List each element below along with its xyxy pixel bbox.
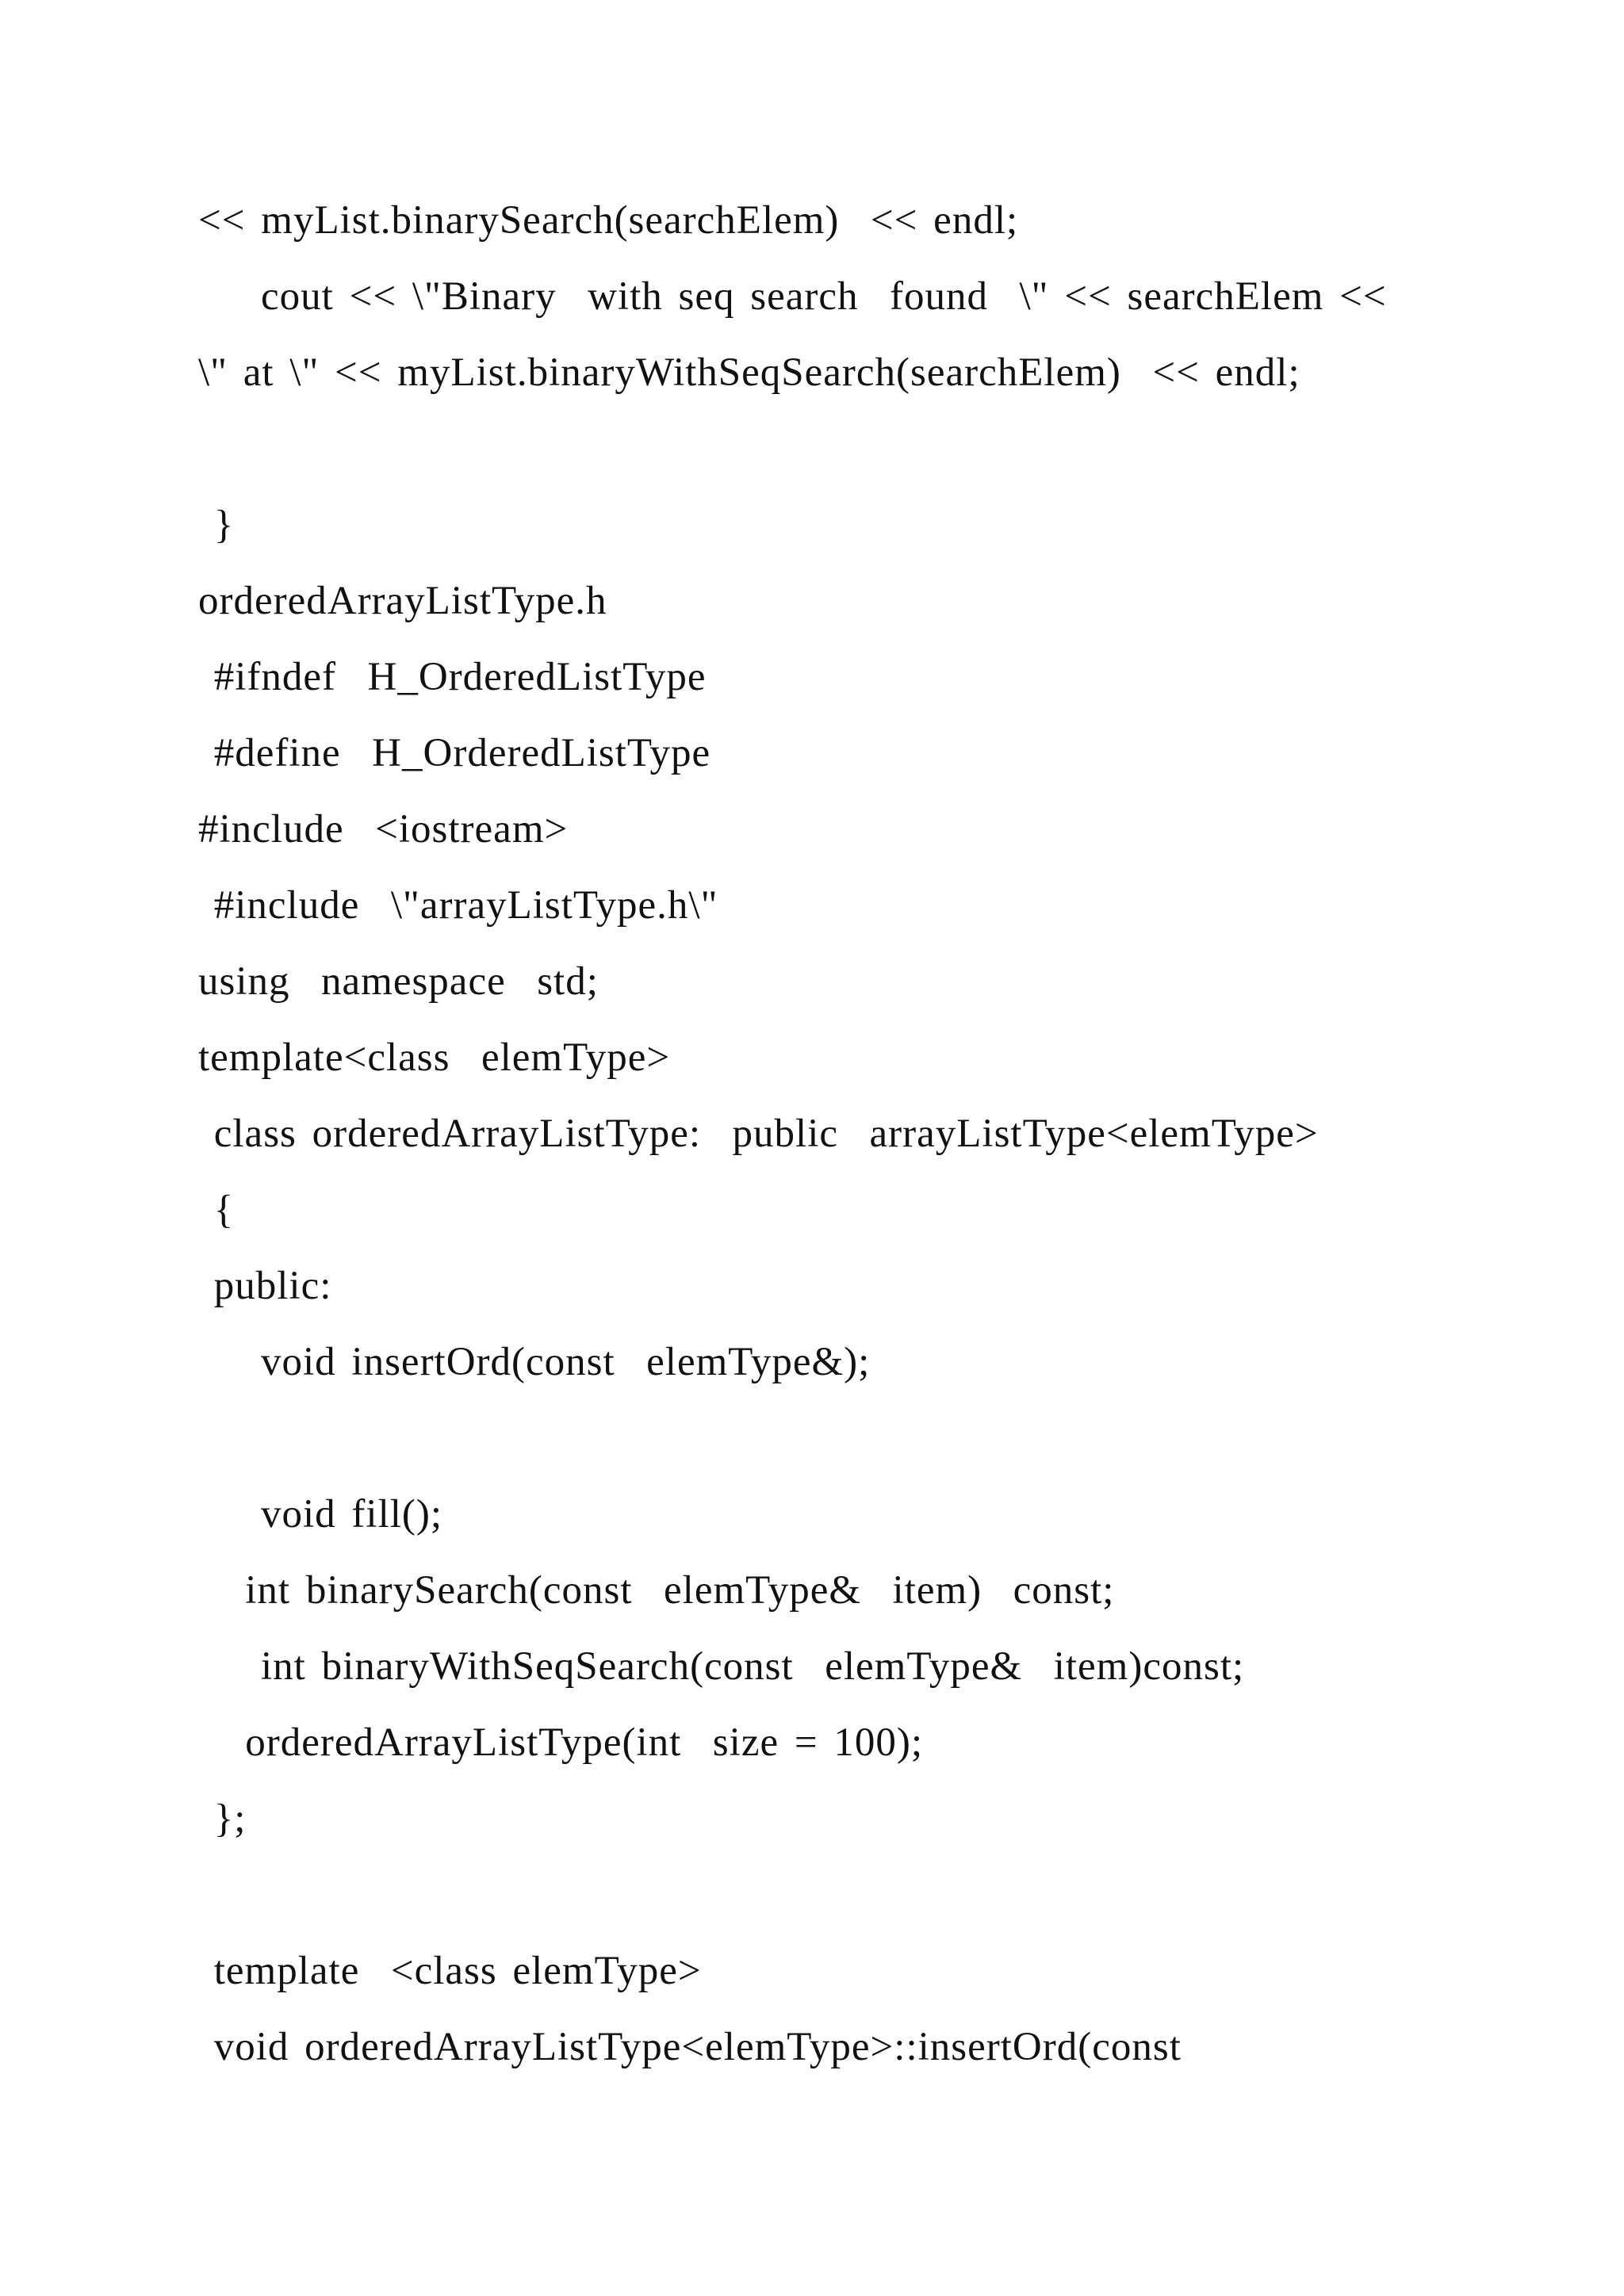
code-line: }; xyxy=(198,1797,247,1841)
code-line: #define H_OrderedListType xyxy=(198,731,711,775)
code-line: using namespace std; xyxy=(198,959,599,1004)
code-line: template <class elemType> xyxy=(198,1949,702,1993)
code-line: \" at \" << myList.binaryWithSeqSearch(searchElem) << endl; xyxy=(198,350,1300,395)
code-line: void orderedArrayListType<elemType>::insertOrd(const xyxy=(198,2025,1182,2069)
code-line: void fill(); xyxy=(198,1492,443,1536)
code-line: class orderedArrayListType: public arrayListType<elemType> xyxy=(198,1112,1319,1156)
code-line: void insertOrd(const elemType&); xyxy=(198,1340,871,1384)
code-line: orderedArrayListType.h xyxy=(198,579,607,623)
code-line: } xyxy=(198,503,235,547)
code-line: #include <iostream> xyxy=(198,807,569,851)
code-line: int binaryWithSeqSearch(const elemType& item)const; xyxy=(198,1644,1245,1689)
code-line: << myList.binarySearch(searchElem) << endl; xyxy=(198,198,1019,243)
code-line: orderedArrayListType(int size = 100); xyxy=(198,1720,924,1765)
code-line: #ifndef H_OrderedListType xyxy=(198,655,707,699)
code-line: int binarySearch(const elemType& item) const; xyxy=(198,1568,1115,1613)
code-line: cout << \"Binary with seq search found \" << searchElem << xyxy=(198,274,1387,319)
code-line: public: xyxy=(198,1264,332,1308)
code-line: template<class elemType> xyxy=(198,1035,671,1080)
code-line: { xyxy=(198,1188,235,1232)
code-line: #include \"arrayListType.h\" xyxy=(198,883,718,928)
